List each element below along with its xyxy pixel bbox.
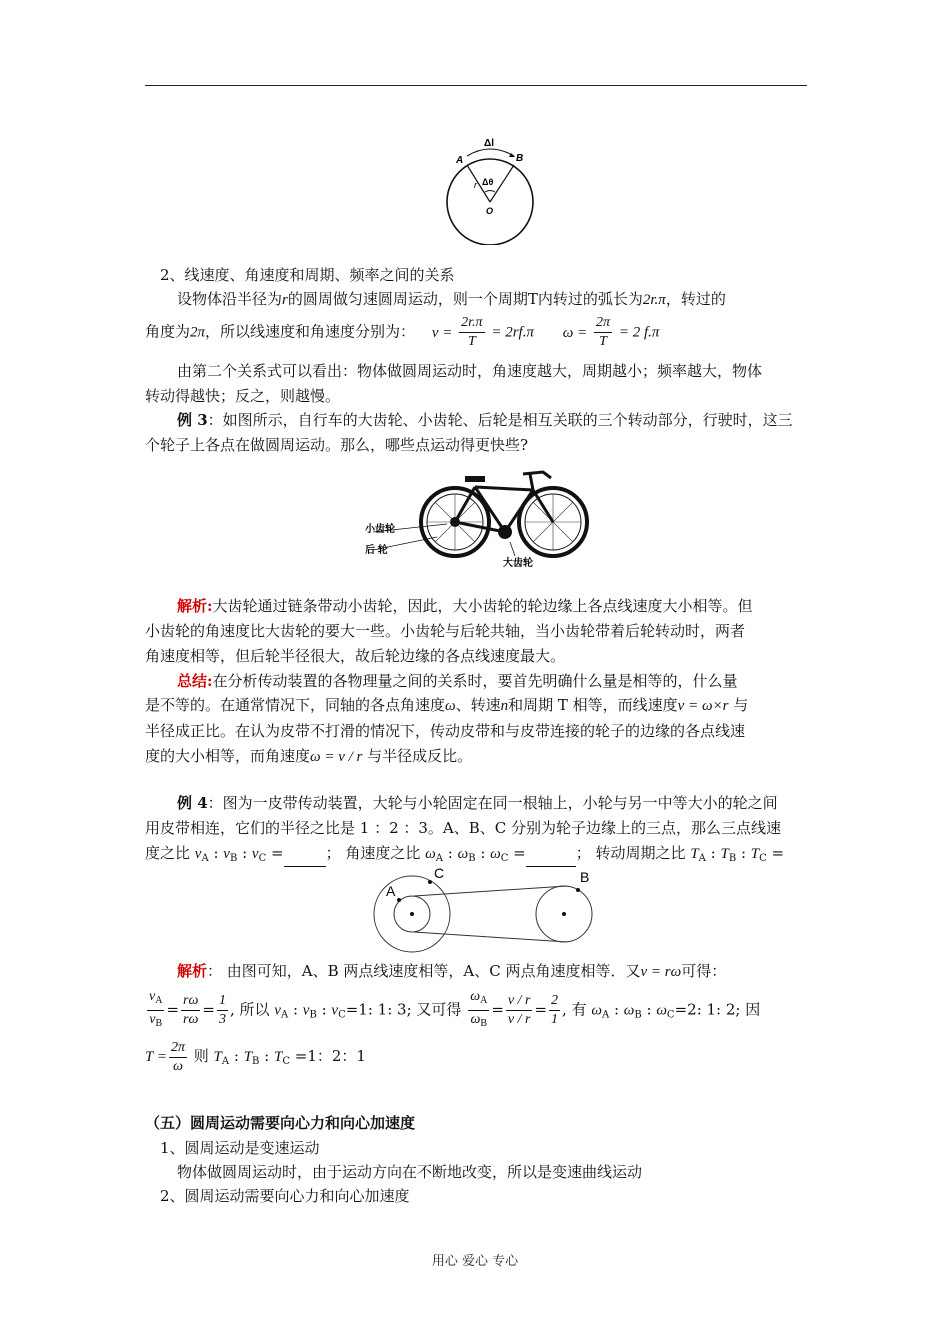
section-heading: （五）圆周运动需要向心力和向心加速度: [145, 1114, 416, 1132]
belt-drive-figure: [368, 862, 603, 967]
summary-paragraph: 总结:在分析传动装置的各物理量之间的关系时，要首先明确什么量是相等的，什么量: [177, 672, 738, 690]
point-b-label: B: [580, 869, 590, 885]
circle-arc-figure: [440, 130, 540, 245]
paragraph: 用皮带相连，它们的半径之比是 1 ：2 ：3。A、B、C 分别为轮子边缘上的三点，那么三点线速: [145, 819, 782, 837]
paragraph: 转动得越快；反之，则越慢。: [145, 387, 341, 405]
point-a-label: A: [456, 155, 464, 166]
paragraph: 设物体沿半径为r的圆周做匀速圆周运动，则一个周期T内转过的弧长为2r.π，转过的: [177, 290, 726, 308]
paragraph: $\frac{v_A}{v_B}$ = $\frac{r\omega}{r\omega}$ = $\frac{1}{3}$ , 所以 $v_A$ : $v_B$ : $v_C=1$: 1: 3; 又可得 $\frac{\omega_A}{\omega_B}$ = $\frac{v / r}{v / r}$ = $\frac{2}{1}$ , 有 $\omega_A$ : $\omega_B$ : $\omega_C=2$: 1: 2; 因: [149, 989, 761, 1029]
arc-length-label: Δl: [484, 138, 494, 149]
bicycle-figure: [365, 462, 590, 572]
example-3-question: 例 3：如图所示，自行车的大齿轮、小齿轮、后轮是相互关联的三个转动部分，行驶时，这三: [177, 411, 793, 429]
paragraph: 是不等的。在通常情况下，同轴的各点角速度ω、转速n和周期 T 相等，而线速度v = ω×r 与: [145, 696, 749, 714]
paragraph: 小齿轮的角速度比大齿轮的要大一些。小齿轮与后轮共轴，当小齿轮带着后轮转动时，两者: [145, 622, 746, 640]
paragraph: 物体做圆周运动时，由于运动方向在不断地改变，所以是变速曲线运动: [177, 1163, 643, 1181]
angle-label: Δθ: [482, 177, 494, 187]
fraction: $\frac{2\pi}{T}$: [596, 315, 611, 349]
paragraph: 度之比 $v_A$ : $v_B$ : $v_C$ = ； 角速度之比 $\omega_A$ : $\omega_B$ : $\omega_C$ = ； 转动周期之比 $T_A$ : $T_B$ : $T_C$ =: [145, 840, 807, 872]
answer-blank-velocity[interactable]: [284, 840, 326, 867]
paragraph: 1、圆周运动是变速运动: [160, 1139, 320, 1157]
paragraph: 角度为2π，所以线速度和角速度分别为： v = $\frac{2r.\pi}{T}$ = 2rf.π ω = $\frac{2\pi}{T}$ = 2 f.π: [145, 315, 660, 349]
radius-label: r: [474, 180, 477, 190]
paragraph: 2、圆周运动需要向心力和向心加速度: [160, 1187, 410, 1205]
small-gear-label: 小齿轮: [365, 524, 395, 535]
section-heading: 2、线速度、角速度和周期、频率之间的关系: [160, 266, 455, 284]
point-a-label: A: [386, 883, 396, 899]
paragraph: 半径成正比。在认为皮带不打滑的情况下，传动皮带和与皮带连接的轮子的边缘的各点线速: [145, 722, 746, 740]
rear-wheel-label: 后 轮: [365, 545, 388, 556]
analysis-paragraph: 解析:大齿轮通过链条带动小齿轮，因此，大小齿轮的轮边缘上各点线速度大小相等。但: [177, 597, 753, 615]
paragraph: 角速度相等，但后轮半径很大，故后轮边缘的各点线速度最大。: [145, 647, 566, 665]
point-b-label: B: [516, 153, 524, 164]
page-footer: 用心 爱心 专心: [431, 1254, 519, 1269]
analysis-paragraph: 解析： 由图可知，A、B 两点线速度相等，A、C 两点角速度相等．又v = rω可得：: [177, 962, 727, 980]
point-c-label: C: [434, 865, 445, 881]
fraction: $\frac{2r.\pi}{T}$: [461, 315, 483, 349]
paragraph: T = $\frac{2\pi}{\omega}$ 则 $T_A$ : $T_B$ : $T_C =1$：2：1: [145, 1039, 366, 1074]
big-gear-label: 大齿轮: [503, 558, 533, 569]
example-4-question: 例 4：图为一皮带传动装置，大轮与小轮固定在同一根轴上，小轮与另一中等大小的轮之间: [177, 794, 778, 812]
paragraph: 由第二个关系式可以看出：物体做圆周运动时，角速度越大，周期越小；频率越大，物体: [177, 362, 763, 380]
header-rule: [145, 85, 807, 86]
center-label: O: [486, 206, 494, 216]
paragraph: 个轮子上各点在做圆周运动。那么，哪些点运动得更快些?: [145, 436, 529, 454]
paragraph: 度的大小相等，而角速度ω = v / r 与半径成反比。: [145, 747, 473, 765]
